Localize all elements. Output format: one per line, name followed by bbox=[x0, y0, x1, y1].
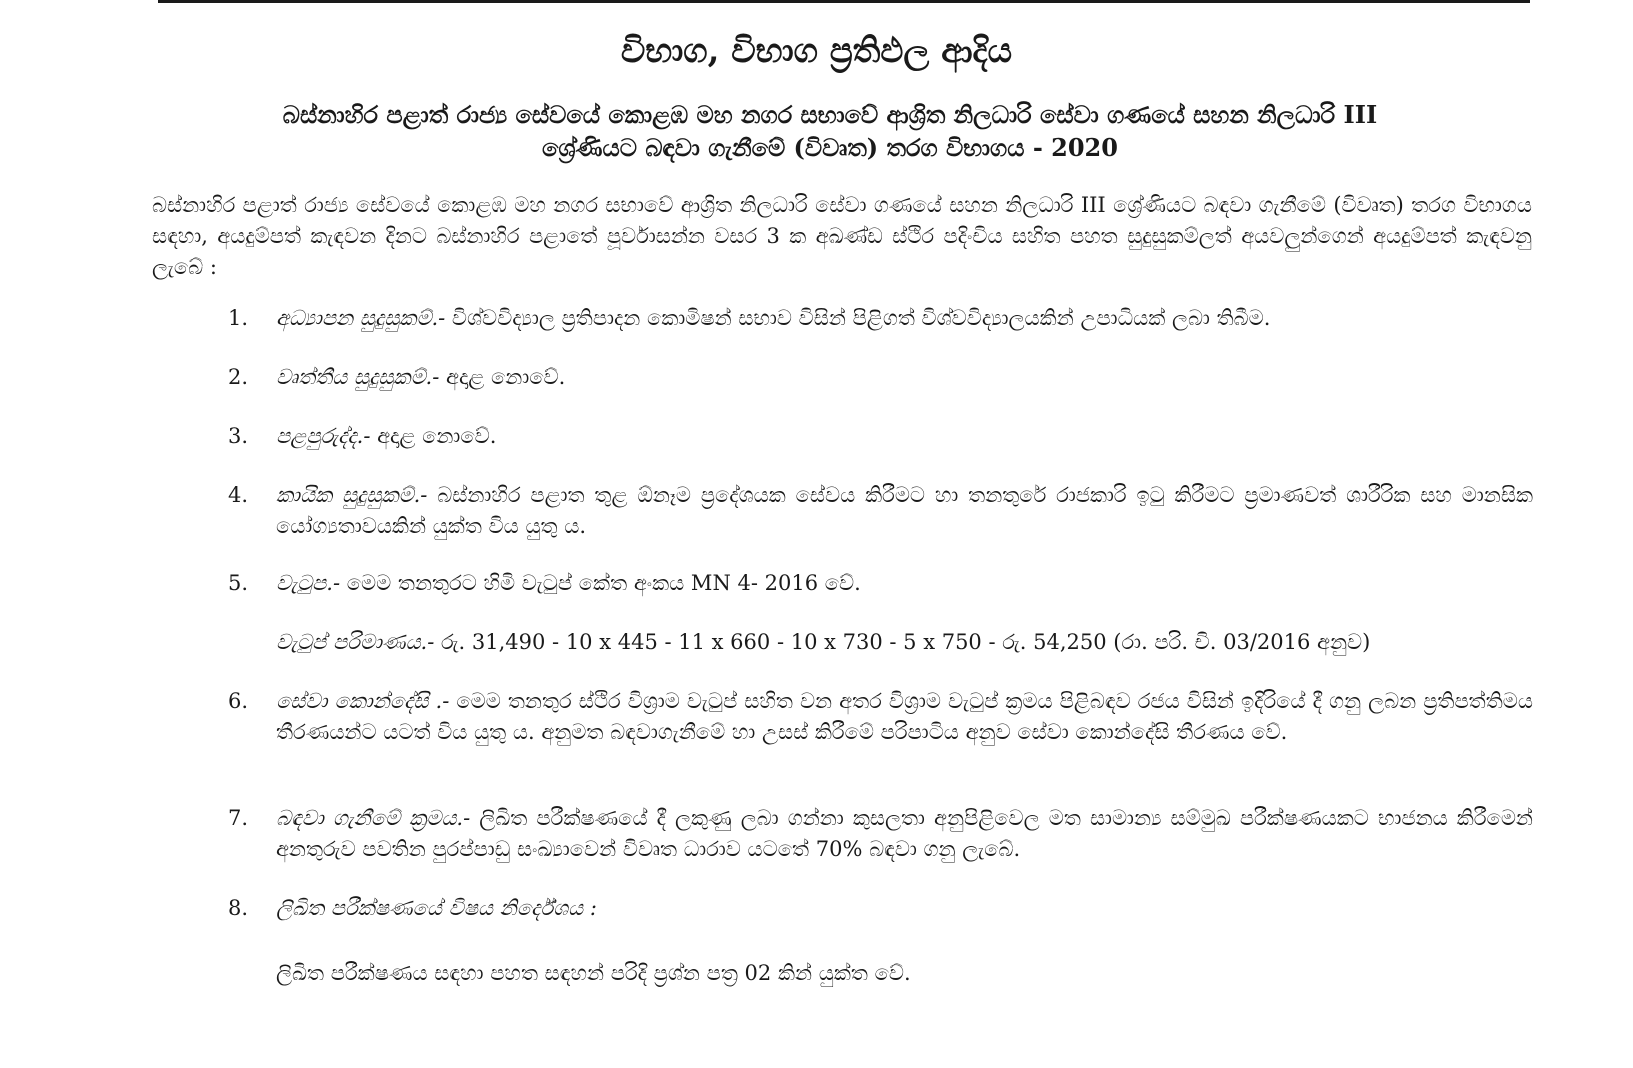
item-number: 6. bbox=[228, 689, 249, 713]
item-number: 5. bbox=[228, 571, 249, 595]
item-label: වැටුප.- bbox=[276, 571, 341, 595]
list-item-4 bbox=[228, 480, 1533, 542]
exam-title-line-2: ශ්‍රේණියට බඳවා ගැනීමේ (විවෘත) තරග විභාගය - 2020 bbox=[542, 133, 1118, 162]
salary-scale-label: වැටුප් පරිමාණය.- bbox=[276, 630, 435, 654]
list-item-5 bbox=[228, 568, 1533, 599]
item-number: 7. bbox=[228, 806, 249, 830]
item-label: සේවා කොන්දේසි .- bbox=[276, 689, 450, 713]
exam-title bbox=[180, 98, 1480, 164]
item-text: අදාළ නොවේ. bbox=[370, 424, 497, 448]
list-item-7 bbox=[228, 803, 1533, 865]
item-number: 8. bbox=[228, 896, 249, 920]
item-label: වෘත්තීය සුදුසුකම්.- bbox=[276, 365, 440, 389]
item-text: ලිඛිත පරීක්ෂණයේ දී ලකුණු ලබා ගන්නා කුසලතා අනුපිළිවෙල මත සාමාන්‍ය සම්මුඛ පරීක්ෂණයකට භාජනය කිරීමෙන් අනතුරුව පවතින පුරප්පාඩු සංඛ්‍යාවෙන් විවෘත ධාරාව යටතේ 70% බඳවා ගනු ලැබේ. bbox=[276, 806, 1533, 861]
item-text: බස්නාහිර පළාත තුළ ඕනෑම ප්‍රදේශයක සේවය කිරීමට හා තනතුරේ රාජකාරි ඉටු කිරීමට ප්‍රමාණවත් ශාරීරික සහ මානසික යෝග්‍යතාවයකින් යුක්ත විය යුතු ය. bbox=[276, 483, 1533, 538]
item-label: කායික සුදුසුකම්.- bbox=[276, 483, 428, 507]
salary-scale-text: රු. 31,490 - 10 x 445 - 11 x 660 - 10 x 730 - 5 x 750 - රු. 54,250 (රා. පරි. චි. 03/2016 අනුව) bbox=[434, 630, 1371, 654]
item-number: 1. bbox=[228, 306, 249, 330]
list-item-6 bbox=[228, 686, 1533, 748]
list-item-8 bbox=[228, 893, 1533, 924]
salary-scale bbox=[276, 627, 1533, 658]
item-label: පළපුරුද්ද.- bbox=[276, 424, 371, 448]
item-text: මෙම තනතුර ස්ථිර විශ්‍රාම වැටුප් සහිත වන අතර විශ්‍රාම වැටුප් ක්‍රමය පිළිබඳව රජය විසින් ඉදිරියේ දී ගනු ලබන ප්‍රතිපත්තිමය තීරණයන්ට යටත් විය යුතු ය. අනුමත බඳවාගැනීමේ හා උසස් කිරීමේ පරිපාටිය අනුව සේවා කොන්දේසි තීරණය වේ. bbox=[276, 689, 1533, 744]
item-number: 4. bbox=[228, 483, 249, 507]
list-item-2 bbox=[228, 362, 1533, 393]
page-title: විභාග, විභාග ප්‍රතිඵල ආදිය bbox=[620, 31, 1013, 71]
exam-title-line-1: බස්නාහිර පළාත් රාජ්‍ය සේවයේ කොළඹ මහ නගර සභාවේ ආශ්‍රිත නිලධාරි සේවා ගණයේ සහන නිලධාරි III bbox=[282, 100, 1378, 129]
exam-note: ලිඛිත පරීක්ෂණය සඳහා පහත සඳහන් පරිදි ප්‍රශ්න පත්‍ර 02 කින් යුක්ත වේ. bbox=[276, 961, 911, 985]
list-item-1 bbox=[228, 303, 1533, 334]
item-label: ලිඛිත පරීක්ෂණයේ විෂය නිර්දේශය : bbox=[276, 896, 597, 920]
intro-paragraph: බස්නාහිර පළාත් රාජ්‍ය සේවයේ කොළඹ මහ නගර සභාවේ ආශ්‍රිත නිලධාරි සේවා ගණයේ සහන නිලධාරි III ශ්‍රේණියට බඳවා ගැනීමේ (විවෘත) තරග විභාගය සඳහා, අයදුම්පත් කැඳවන දිනට බස්නාහිර පළාතේ පූර්වාසන්න වසර 3 ක අඛණ්ඩ ස්ථිර පදිංචිය සහිත පහත සුදුසුකම්ලත් අයවලුන්ගෙන් අයදුම්පත් කැඳවනු ලැබේ : bbox=[152, 193, 1532, 279]
list-item-3 bbox=[228, 421, 1533, 452]
item-text: අදාළ නොවේ. bbox=[439, 365, 566, 389]
item-label: බඳවා ගැනීමේ ක්‍රමය.- bbox=[276, 806, 471, 830]
item-number: 2. bbox=[228, 365, 249, 389]
item-text: විශ්වවිද්‍යාල ප්‍රතිපාදන කොමිෂන් සභාව විසින් පිළිගත් විශ්වවිද්‍යාලයකින් උපාධියක් ලබා තිබීම. bbox=[445, 306, 1271, 330]
item-number: 3. bbox=[228, 424, 249, 448]
item-label: අධ්‍යාපන සුදුසුකම්.- bbox=[276, 306, 446, 330]
item-text: මෙම තනතුරට හිමි වැටුප් කේත අංකය MN 4- 2016 වේ. bbox=[340, 571, 861, 595]
top-rule bbox=[158, 0, 1530, 3]
